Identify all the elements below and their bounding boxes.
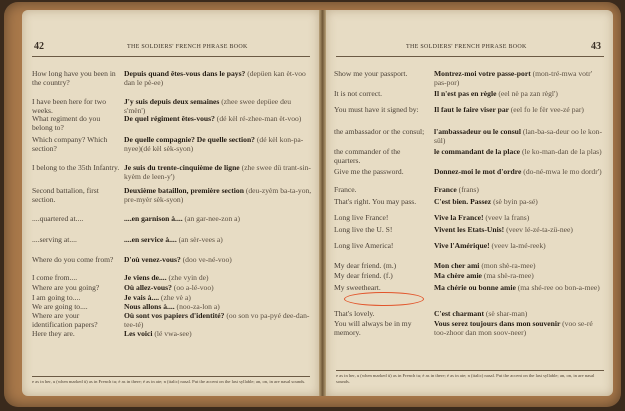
phrase-english: That's lovely. (334, 309, 375, 318)
pronunciation: (deu-zyèm ba-ta-yon, pre-myèr sèk-syon) (124, 186, 312, 204)
pronunciation: (do-né-mwa le mo dordr') (523, 167, 602, 176)
phrase-english: Long live the U. S! (334, 225, 393, 234)
phrase-french (434, 168, 606, 177)
french-text: Où allez-vous? (124, 283, 174, 292)
french-text: Depuis quand êtes-vous dans le pays? (124, 69, 248, 78)
phrase-english: Which company? Which section? (32, 135, 108, 153)
pronunciation: (mon-tré-mwa votr' pas-por) (434, 69, 592, 87)
pronunciation: (frans) (458, 185, 479, 194)
phrase-english: Second battalion, first section. (32, 186, 99, 204)
phrase-french (434, 186, 606, 195)
phrase-english: the ambassador or the consul; (334, 127, 425, 136)
phrase-english: It is not correct. (334, 89, 383, 98)
phrase-french (434, 284, 606, 293)
phrase-french (124, 274, 312, 283)
french-text: Mon cher ami (434, 261, 482, 270)
pronunciation: (oo a-lé-voo) (173, 283, 214, 292)
french-text: Vive la France! (434, 213, 486, 222)
phrase-english: ....serving at.... (32, 235, 77, 244)
pronunciation: (ma shé-ree oo bon-a-mee) (517, 283, 600, 292)
french-text: Il n'est pas en règle (434, 89, 499, 98)
right-page (326, 10, 613, 396)
phrase-english: You must have it signed by: (334, 105, 419, 114)
pronunciation: (depüen kan èt-voo dan le pè-ee) (124, 69, 306, 87)
phrase-english: France. (334, 185, 357, 194)
phrase-french (124, 136, 312, 153)
phrase-english: the commander of the quarters. (334, 147, 401, 165)
phrase-english: Give me the password. (334, 167, 404, 176)
phrase-french (124, 98, 312, 115)
header-rule (336, 56, 604, 57)
french-text: France (434, 185, 459, 194)
phrase-french (124, 236, 312, 245)
pronunciation: (veev la frans) (485, 213, 530, 222)
pronunciation: (an sèr-vees a) (178, 235, 223, 244)
french-text: Deuxième bataillon, première section (124, 186, 246, 195)
french-text: Je viens de.... (124, 273, 169, 282)
french-text: C'est charmant (434, 309, 486, 318)
pronunciation: (zhe swee dü trant-sin-kyèm de leen-y') (124, 163, 311, 181)
pronunciation: (lan-ba-sa-deur oo le kon-sül) (434, 127, 602, 145)
phrase-english: Show me your passport. (334, 69, 408, 78)
phrase-english: I come from.... (32, 273, 78, 282)
french-text: l'ambassadeur ou le consul (434, 127, 523, 136)
phrase-french (434, 262, 606, 271)
phrase-english: How long have you been in the country? (32, 69, 116, 87)
french-text: Il faut le faire viser par (434, 105, 511, 114)
phrase-french (434, 310, 606, 319)
pronunciation: (zhe vè a) (160, 293, 191, 302)
phrase-english: Where are your identification papers? (32, 311, 98, 329)
phrase-french (434, 148, 606, 157)
header-rule (32, 56, 310, 57)
phrase-english: My sweetheart. (334, 283, 381, 292)
french-text: De quelle compagnie? De quelle section? (124, 135, 257, 144)
french-text: Les voici (124, 329, 155, 338)
phrase-english: I have been here for two weeks. (32, 97, 107, 115)
running-title: THE SOLDIERS' FRENCH PHRASE BOOK (127, 44, 248, 50)
phrase-french (124, 284, 312, 293)
phrase-english: I belong to the 35th Infantry. (32, 163, 120, 172)
page-number: 42 (34, 41, 44, 52)
french-text: Ma chère amie (434, 271, 484, 280)
french-text: ....en garnison à.... (124, 214, 185, 223)
phrase-english: Long live France! (334, 213, 389, 222)
phrase-french (124, 70, 312, 87)
phrase-english: Where are you going? (32, 283, 100, 292)
left-page (22, 10, 319, 396)
phrase-french (434, 242, 606, 251)
phrase-english: Here they are. (32, 329, 75, 338)
french-text: Je suis du trente-cinquième de ligne (124, 163, 242, 172)
phrase-french (434, 106, 606, 115)
french-text: Je vais à.... (124, 293, 161, 302)
phrase-english: ....quartered at.... (32, 214, 84, 223)
footnote: e as in her, u (when marked ü) as in French tu; è as in there; é as in ate; n (italic) nasal. Put the accent on the last syllable; an, on, in are nasal sounds. (336, 370, 604, 384)
book-gutter (319, 10, 326, 396)
pronunciation: (mon shè-ra-mee) (481, 261, 536, 270)
pronunciation: (dé kèl kon-pa-nyee)(dé kèl sèk-syon) (124, 135, 304, 153)
phrase-french (124, 187, 312, 204)
french-text: C'est bien. Passez (434, 197, 494, 206)
page-number: 43 (591, 41, 601, 52)
pronunciation: (dé kèl ré-zhee-man èt-voo) (216, 114, 302, 123)
phrase-french (124, 256, 312, 265)
french-text: Vivent les Etats-Unis! (434, 225, 507, 234)
phrase-french (124, 312, 312, 329)
pronunciation: (zhee swee depüee deu s'mèn') (124, 97, 292, 115)
pronunciation: (sè byin pa-sé) (493, 197, 538, 206)
french-text: De quel régiment êtes-vous? (124, 114, 217, 123)
phrase-english: Long live America! (334, 241, 394, 250)
pronunciation: (an gar-nee-zon a) (184, 214, 241, 223)
phrase-english: My dear friend. (f.) (334, 271, 393, 280)
pronunciation: (ma shè-ra-mee) (483, 271, 534, 280)
french-text: Donnez-moi le mot d'ordre (434, 167, 524, 176)
phrase-english: Where do you come from? (32, 255, 114, 264)
phrase-english: I am going to.... (32, 293, 81, 302)
phrase-french (434, 214, 606, 223)
french-text: Montrez-moi votre passe-port (434, 69, 533, 78)
pronunciation: (voo se-ré too-zhoor dan mon soov-neer) (434, 319, 593, 337)
french-text: Où sont vos papiers d'identité? (124, 311, 227, 320)
french-text: Ma chérie ou bonne amie (434, 283, 518, 292)
pronunciation: (le ko-man-dan de la plas) (521, 147, 602, 156)
pronunciation: (veev lé-zé-ta-zü-nee) (506, 225, 573, 234)
running-title: THE SOLDIERS' FRENCH PHRASE BOOK (406, 44, 527, 50)
phrase-french (124, 115, 312, 124)
phrase-french (124, 215, 312, 224)
phrase-french (434, 90, 606, 99)
phrase-english: We are going to.... (32, 302, 88, 311)
pronunciation: (zhe vyin de) (168, 273, 209, 282)
highlight-circle (344, 292, 424, 306)
phrase-french (434, 70, 606, 87)
french-text: D'où venez-vous? (124, 255, 183, 264)
pronunciation: (doo ve-né-voo) (182, 255, 232, 264)
phrase-french (434, 320, 606, 337)
phrase-french (434, 198, 606, 207)
pronunciation: (veev la-mé-reek) (491, 241, 546, 250)
french-text: ....en service à.... (124, 235, 179, 244)
pronunciation: (lé vwa-see) (154, 329, 192, 338)
phrase-french (434, 226, 606, 235)
phrase-english: What regiment do you belong to? (32, 114, 101, 132)
phrase-english: That's right. You may pass. (334, 197, 417, 206)
footnote: e as in her, u (when marked ü) as in French tu; è as in there; é as in ate; n (italic) nasal. Put the accent on the last syllable; an, on, in are nasal sounds. (32, 376, 310, 384)
french-text: Vous serez toujours dans mon souvenir (434, 319, 563, 328)
phrase-french (124, 330, 312, 339)
pronunciation: (eel nè pa zan règl') (498, 89, 558, 98)
french-text: le commandant de la place (434, 147, 522, 156)
phrase-french (124, 164, 312, 181)
pronunciation: (oo son vo pa-pyé dee-dan-tee-té) (124, 311, 310, 329)
french-text: Nous allons à.... (124, 302, 177, 311)
phrase-french (434, 128, 606, 145)
french-text: Vive l'Amérique! (434, 241, 492, 250)
phrase-french (434, 272, 606, 281)
pronunciation: (sè shar-man) (485, 309, 528, 318)
phrase-english: You will always be in my memory. (334, 319, 412, 337)
pronunciation: (eel fo le fèr vee-zé par) (510, 105, 584, 114)
pronunciation: (noo-za-lon a) (176, 302, 220, 311)
phrase-english: My dear friend. (m.) (334, 261, 397, 270)
french-text: J'y suis depuis deux semaines (124, 97, 222, 106)
